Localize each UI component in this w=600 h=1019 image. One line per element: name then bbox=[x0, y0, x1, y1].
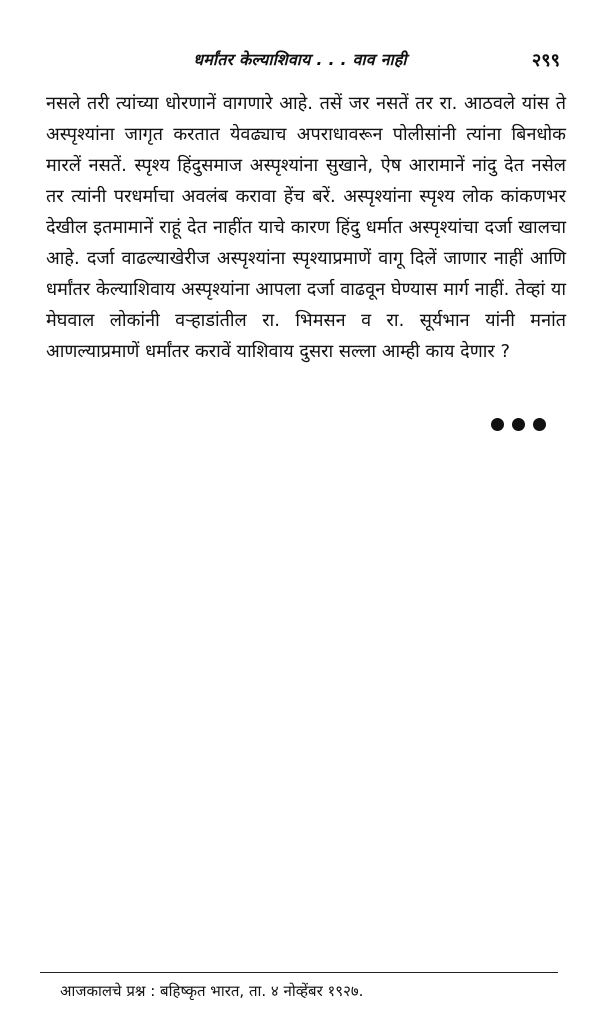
chapter-title: धर्मांतर केल्याशिवाय . . . वाव नाही bbox=[193, 50, 407, 69]
page-number: २९९ bbox=[531, 50, 560, 71]
footnote-divider bbox=[40, 972, 558, 973]
source-footnote: आजकालचे प्रश्न : बहिष्कृत भारत, ता. ४ नोव्हेंबर १९२७. bbox=[60, 982, 364, 1000]
running-header bbox=[40, 48, 560, 78]
ornament-dot bbox=[512, 418, 525, 431]
section-end-ornament bbox=[491, 418, 546, 431]
ornament-dot bbox=[491, 418, 504, 431]
ornament-dot bbox=[533, 418, 546, 431]
body-paragraph: नसले तरी त्यांच्या धोरणानें वागणारे आहे. तसें जर नसतें तर रा. आठवले यांस ते अस्पृश्यांना जागृत करतात येवढ्याच अपराधावरून पोलीसांनी त्यांना बिनधोक मारलें नसतें. स्पृश्य हिंदुसमाज अस्पृश्यांना सुखाने, ऐष आरामानें नांदु देत नसेल तर त्यांनी परधर्माचा अवलंब करावा हेंच बरें. अस्पृश्यांना स्पृश्य लोक कांकणभर देखील इतमामानें राहूं देत नाहींत याचे कारण हिंदु धर्मात अस्पृश्यांचा दर्जा खालचा आहे. दर्जा वाढल्याखेरीज अस्पृश्यांना स्पृश्याप्रमाणें वागू दिलें जाणार नाहीं आणि धर्मांतर केल्याशिवाय अस्पृश्यांना आपला दर्जा वाढवून घेण्यास मार्ग नाहीं. तेव्हां या मेघवाल लोकांनी वऱ्हाडांतील रा. भिमसन व रा. सूर्यभान यांनी मनांत आणल्याप्रमाणें धर्मांतर करावें याशिवाय दुसरा सल्ला आम्ही काय देणार ? bbox=[46, 93, 566, 362]
